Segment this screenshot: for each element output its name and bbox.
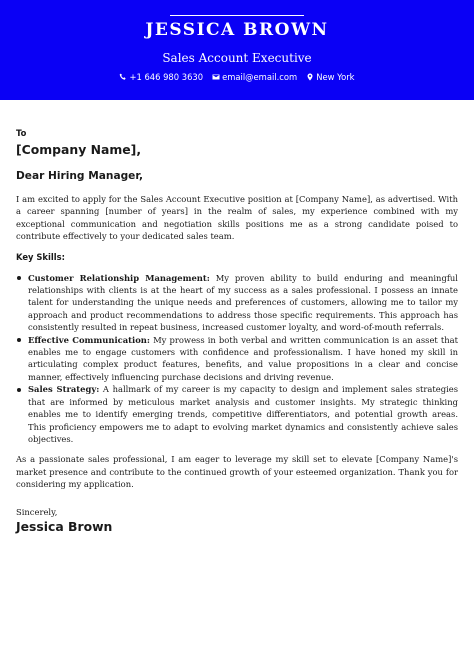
skill-name: Customer Relationship Management: [28,272,210,283]
skills-heading: Key Skills: [16,251,65,262]
to-label: To [16,128,27,138]
skill-name: Effective Communication: [28,334,150,345]
location-text: New York [316,72,355,82]
intro-paragraph: I am excited to apply for the Sales Account Executive position at [Company Name], as advertised. With a career spanning [number of years] in the realm of sales, my experience combined with my exceptional communication and negotiation skills positions me as a strong candidate poised to contribute effectively to your dedicated sales team. [16,194,458,242]
phone-text: +1 646 980 3630 [129,72,204,82]
skills-list [16,272,458,446]
skill-item [16,272,458,334]
contact-phone [119,72,203,82]
envelope-icon [212,73,220,81]
skill-description: A hallmark of my career is my capacity to design and implement sales strategies that are informed by meticulous market analysis and customer insights. My strategic thinking enables me to identify emerging trends, competitive differentiators, and potential growth areas. This proficiency empowers me to adapt to evolving market dynamics and consistently achieve sales objectives. [28,384,459,444]
signoff: Sincerely, [16,506,58,517]
salutation: Dear Hiring Manager, [16,170,144,182]
location-pin-icon [306,73,314,81]
contact-info [0,72,474,82]
bullet-icon [17,388,21,392]
skill-item [16,383,458,445]
closing-paragraph: As a passionate sales professional, I am eager to leverage my skill set to elevate [Company Name]'s market presence and contribute to the continued growth of your esteemed organization. Thank you for considering my application. [16,454,458,490]
bullet-icon [17,276,21,280]
header-rule [170,15,304,16]
recipient-company: [Company Name], [16,142,142,157]
letter-body [16,128,458,534]
skill-item [16,334,458,384]
phone-icon [119,73,127,81]
bullet-icon [17,338,21,342]
skill-name: Sales Strategy: [28,384,100,395]
letter-header [0,0,474,100]
email-text: email@email.com [222,72,298,82]
applicant-job-title: Sales Account Executive [162,51,312,65]
skill-description: My prowess in both verbal and written communication is an asset that enables me to engage customers with confidence and professionalism. I have honed my skill in articulating complex product features, benefits, and value propositions in a clear and concise manner, effectively influencing purchase decisions and driving revenue. [28,334,458,382]
contact-location [306,72,354,82]
signature-name: Jessica Brown [16,518,113,534]
contact-email [212,72,297,82]
applicant-name: JESSICA BROWN [145,20,329,40]
skill-description: My proven ability to build enduring and meaningful relationships with clients is at the heart of my success as a sales professional. I possess an innate talent for understanding the unique needs and preferences of customers, allowing me to tailor my approach and product recommendations to address those specific requirements. This approach has consistently resulted in repeat business, increased customer loyalty, and word-of-mouth referrals. [28,272,458,333]
